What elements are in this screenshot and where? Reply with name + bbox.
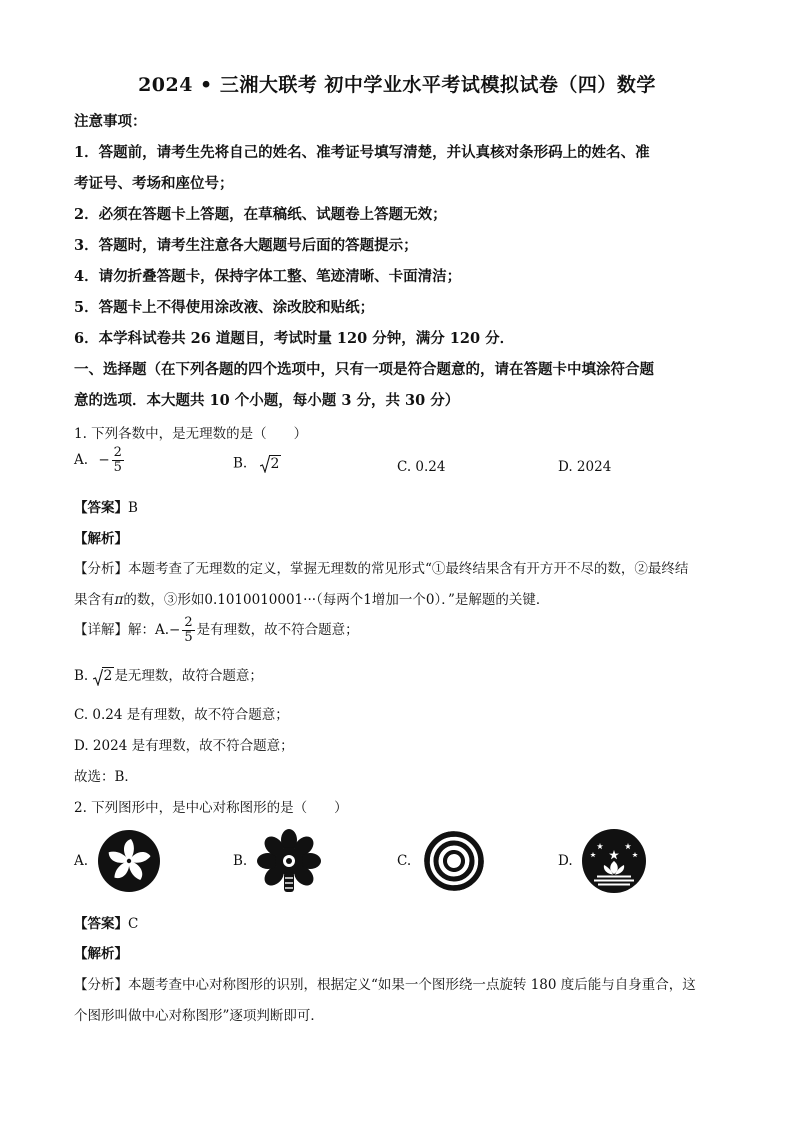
q1-fenxi-line-2-a: 果含有 xyxy=(74,592,115,608)
q1-option-a-sign: − xyxy=(98,452,110,468)
q1-fenxi-line-2 xyxy=(74,588,724,608)
q1-option-d: D. 2024 xyxy=(558,459,612,475)
pi-symbol: π xyxy=(114,592,124,608)
q1-detail-c: C. 0.24 是有理数，故不符合题意； xyxy=(74,707,289,723)
q1-option-a xyxy=(74,446,126,475)
q1-option-a-numerator: 2 xyxy=(113,445,122,460)
q2-option-c-label: C. xyxy=(397,853,412,869)
notice-item-4: 4．请勿折叠答题卡，保持字体工整、笔迹清晰、卡面清洁； xyxy=(74,268,462,285)
q2-answer xyxy=(74,912,724,932)
q1-detail-d: D. 2024 是有理数，故不符合题意； xyxy=(74,738,294,754)
q1-detail-prefix: 【详解】解：A. xyxy=(74,622,170,638)
notice-item-5: 5．答题卡上不得使用涂改液、涂改胶和贴纸； xyxy=(74,299,375,316)
q1-detail-a-suffix: 是有理数，故不符合题意； xyxy=(196,622,359,638)
q1-detail-b xyxy=(74,664,724,686)
q1-answer-value: B xyxy=(128,500,138,516)
q2-fenxi-line-1: 【分析】本题考查中心对称图形的识别，根据定义“如果一个图形绕一点旋转 180 度后能与自身重合，这 xyxy=(74,977,696,993)
q1-stem: 1. 下列各数中，是无理数的是（ ） xyxy=(74,426,308,442)
notice-item-6: 6．本学科试卷共 26 道题目，考试时量 120 分钟，满分 120 分． xyxy=(74,330,515,347)
q1-answer-tag: 【答案】 xyxy=(74,500,128,516)
q2-answer-tag: 【答案】 xyxy=(74,916,128,932)
q1-answer xyxy=(74,496,724,516)
notice-item-2: 2．必须在答题卡上答题，在草稿纸、试题卷上答题无效； xyxy=(74,206,447,223)
q2-option-b-label: B. xyxy=(233,853,248,869)
q2-option-a-label: A. xyxy=(74,853,89,869)
q1-detail-denominator: 5 xyxy=(184,630,193,645)
notice-heading: 注意事项： xyxy=(74,113,147,130)
q1-option-b-label: B. xyxy=(233,455,248,472)
q1-option-a-label: A. xyxy=(74,452,89,468)
q1-option-c: C. 0.24 xyxy=(397,459,446,475)
q2-stem: 2. 下列图形中，是中心对称图形的是（ ） xyxy=(74,800,348,816)
q2-analysis-tag: 【解析】 xyxy=(74,946,128,962)
notice-item-3: 3．答题时，请考生注意各大题题号后面的答题提示； xyxy=(74,237,418,254)
q1-conclusion: 故选：B． xyxy=(74,769,138,785)
section-heading-line-2: 意的选项．本大题共 10 个小题，每小题 3 分，共 30 分） xyxy=(74,392,460,409)
q1-option-b-sqrt xyxy=(260,455,282,473)
q1-detail-b-sqrt xyxy=(93,668,115,686)
swirl-emblem-icon xyxy=(421,828,487,894)
q2-fenxi-line-2: 个图形叫做中心对称图形”逐项判断即可． xyxy=(74,1008,324,1024)
q1-fenxi-line-2-b: 的数，③形如0.1010010001···（每两个1增加一个0）．”是解题的关键． xyxy=(123,592,550,608)
q1-detail-b-suffix: 是无理数，故符合题意； xyxy=(114,668,263,684)
flower-emblem-icon xyxy=(256,828,322,894)
q1-fenxi-line-1: 【分析】本题考查了无理数的定义，掌握无理数的常见形式“①最终结果含有开方开不尽的数，②最终结 xyxy=(74,561,689,577)
q1-analysis-tag: 【解析】 xyxy=(74,531,128,547)
bauhinia-emblem-icon xyxy=(98,830,160,892)
q1-option-b-radicand: 2 xyxy=(270,455,280,472)
q1-option-a-fraction xyxy=(112,446,124,475)
lotus-emblem-icon xyxy=(582,829,646,893)
q1-option-b xyxy=(233,455,281,473)
q1-detail-fraction xyxy=(182,616,194,645)
q1-detail-sign: − xyxy=(169,622,181,638)
notice-item-1: 1．答题前，请考生先将自己的姓名、准考证号填写清楚，并认真核对条形码上的姓名、准 xyxy=(74,144,650,161)
q1-detail-a xyxy=(74,616,724,645)
q1-option-a-denominator: 5 xyxy=(113,460,122,475)
q2-option-d-label: D. xyxy=(558,853,573,869)
notice-item-1-cont: 考证号、考场和座位号； xyxy=(74,175,234,192)
q1-detail-numerator: 2 xyxy=(184,615,193,630)
q1-detail-b-prefix: B. xyxy=(74,668,89,684)
q2-answer-value: C xyxy=(128,916,139,932)
section-heading-line-1: 一、选择题（在下列各题的四个选项中，只有一项是符合题意的，请在答题卡中填涂符合题 xyxy=(74,361,654,378)
page-title: 2024 • 三湘大联考 初中学业水平考试模拟试卷（四）数学 xyxy=(138,74,656,96)
q1-detail-b-radicand: 2 xyxy=(103,668,113,684)
